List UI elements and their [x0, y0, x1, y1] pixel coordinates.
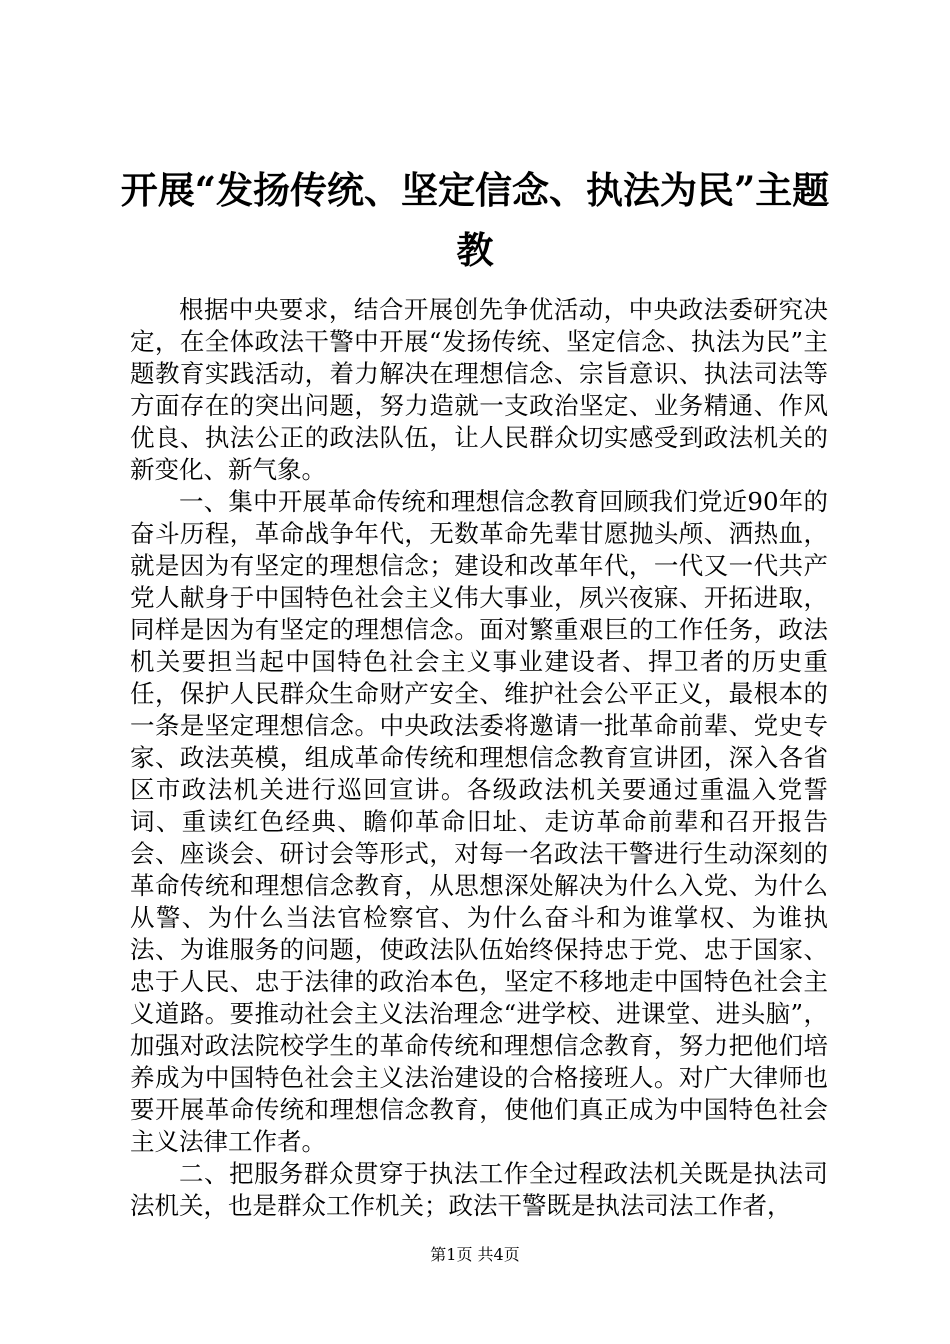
page-number-footer: 第1页 共4页	[430, 1245, 520, 1264]
paragraph-section-2: 二、把服务群众贯穿于执法工作全过程政法机关既是执法司法机关，也是群众工作机关；政法干警既是执法司法工作者，	[130, 1159, 828, 1220]
document-title: 开展“发扬传统、坚定信念、执法为民”主题教	[120, 168, 830, 272]
paragraph-section-1: 一、集中开展革命传统和理想信念教育回顾我们党近90年的奋斗历程，革命战争年代，无数革命先辈甘愿抛头颅、洒热血，就是因为有坚定的理想信念；建设和改革年代，一代又一代共产党人献身于中国特色社会主义伟大事业，夙兴夜寐、开拓进取，同样是因为有坚定的理想信念。面对繁重艰巨的工作任务，政法机关要担当起中国特色社会主义事业建设者、捍卫者的历史重任，保护人民群众生命财产安全、维护社会公平正义，最根本的一条是坚定理想信念。中央政法委将邀请一批革命前辈、党史专家、政法英模，组成革命传统和理想信念教育宣讲团，深入各省区市政法机关进行巡回宣讲。各级政法机关要通过重温入党誓词、重读红色经典、瞻仰革命旧址、走访革命前辈和召开报告会、座谈会、研讨会等形式，对每一名政法干警进行生动深刻的革命传统和理想信念教育，从思想深处解决为什么入党、为什么从警、为什么当法官检察官、为什么奋斗和为谁掌权、为谁执法、为谁服务的问题，使政法队伍始终保持忠于党、忠于国家、忠于人民、忠于法律的政治本色，坚定不移地走中国特色社会主义道路。要推动社会主义法治理念“进学校、进课堂、进头脑”，加强对政法院校学生的革命传统和理想信念教育，努力把他们培养成为中国特色社会主义法治建设的合格接班人。对广大律师也要开展革命传统和理想信念教育，使他们真正成为中国特色社会主义法律工作者。	[130, 487, 828, 1156]
document-body	[130, 294, 828, 1222]
paragraph-intro: 根据中央要求，结合开展创先争优活动，中央政法委研究决定，在全体政法干警中开展“发扬传统、坚定信念、执法为民”主题教育实践活动，着力解决在理想信念、宗旨意识、执法司法等方面存在的突出问题，努力造就一支政治坚定、业务精通、作风优良、执法公正的政法队伍，让人民群众切实感受到政法机关的新变化、新气象。	[130, 295, 828, 484]
